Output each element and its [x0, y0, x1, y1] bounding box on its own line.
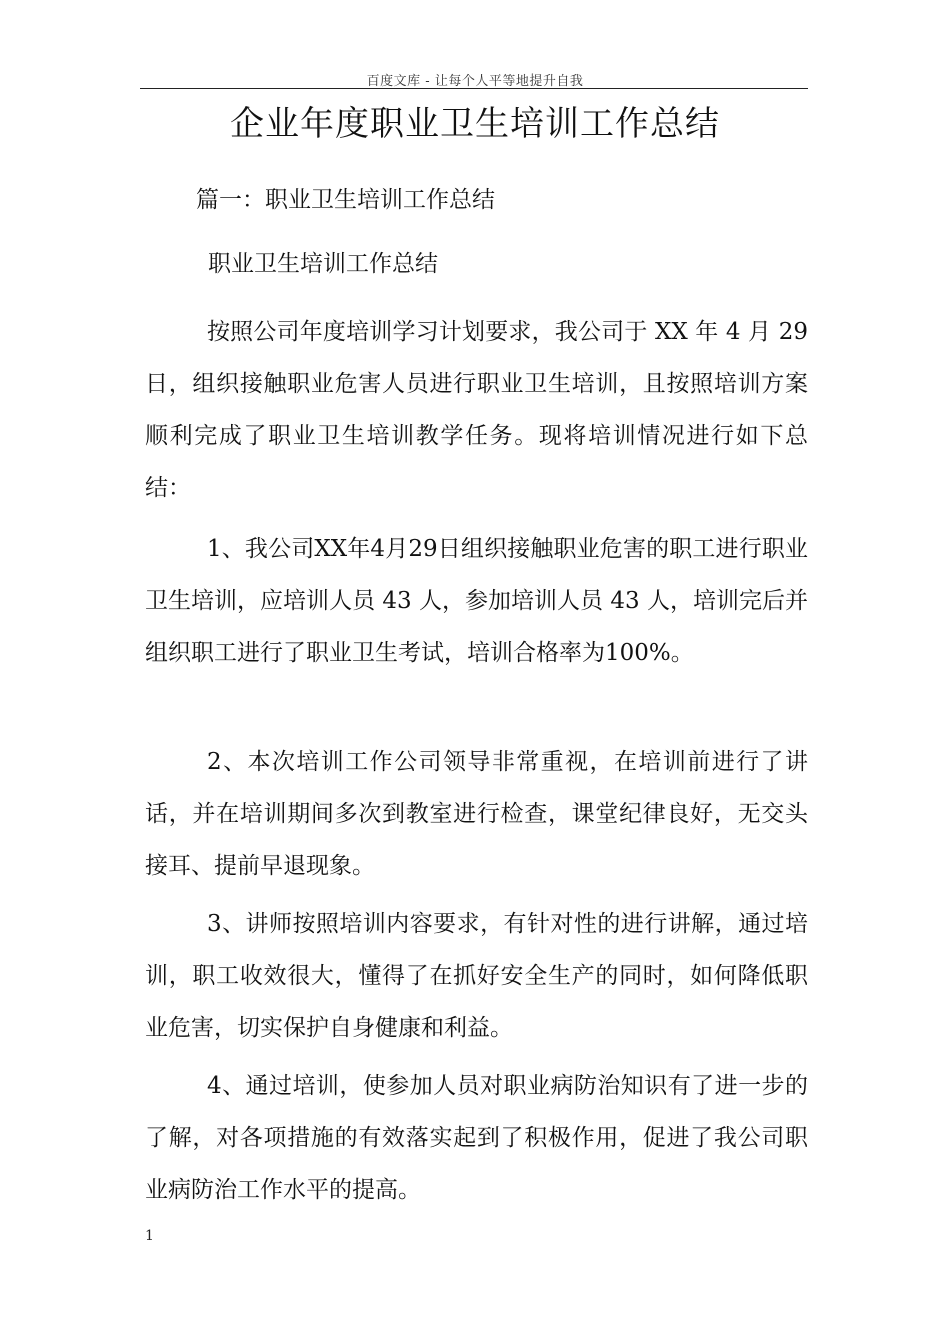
- paragraph-item-3: 3、讲师按照培训内容要求，有针对性的进行讲解，通过培训，职工收效很大，懂得了在抓好安全生产的同时，如何降低职业危害，切实保护自身健康和利益。: [145, 911, 808, 1041]
- page-header: 百度文库 - 让每个人平等地提升自我: [366, 74, 584, 89]
- paragraph-item-1: 1、我公司XX年4月29日组织接触职业危害的职工进行职业卫生培训，应培训人员 43 人，参加培训人员 43 人，培训完后并组织职工进行了职业卫生考试，培训合格率为100%。: [145, 536, 808, 666]
- paragraph-intro: 按照公司年度培训学习计划要求，我公司于 XX 年 4 月 29 日，组织接触职业危害人员进行职业卫生培训，且按照培训方案顺利完成了职业卫生培训教学任务。现将培训情况进行如下总结：: [145, 319, 808, 501]
- sub-heading: 职业卫生培训工作总结: [208, 251, 438, 277]
- paragraph-item-4: 4、通过培训，使参加人员对职业病防治知识有了进一步的了解，对各项措施的有效落实起到了积极作用，促进了我公司职业病防治工作水平的提高。: [145, 1073, 808, 1203]
- document-title: 企业年度职业卫生培训工作总结: [230, 104, 720, 144]
- header-rule: [140, 88, 808, 89]
- section-heading: 篇一：职业卫生培训工作总结: [196, 187, 495, 213]
- paragraph-item-2: 2、本次培训工作公司领导非常重视，在培训前进行了讲话，并在培训期间多次到教室进行检查，课堂纪律良好，无交头接耳、提前早退现象。: [145, 749, 808, 879]
- page-number: 1: [145, 1228, 154, 1244]
